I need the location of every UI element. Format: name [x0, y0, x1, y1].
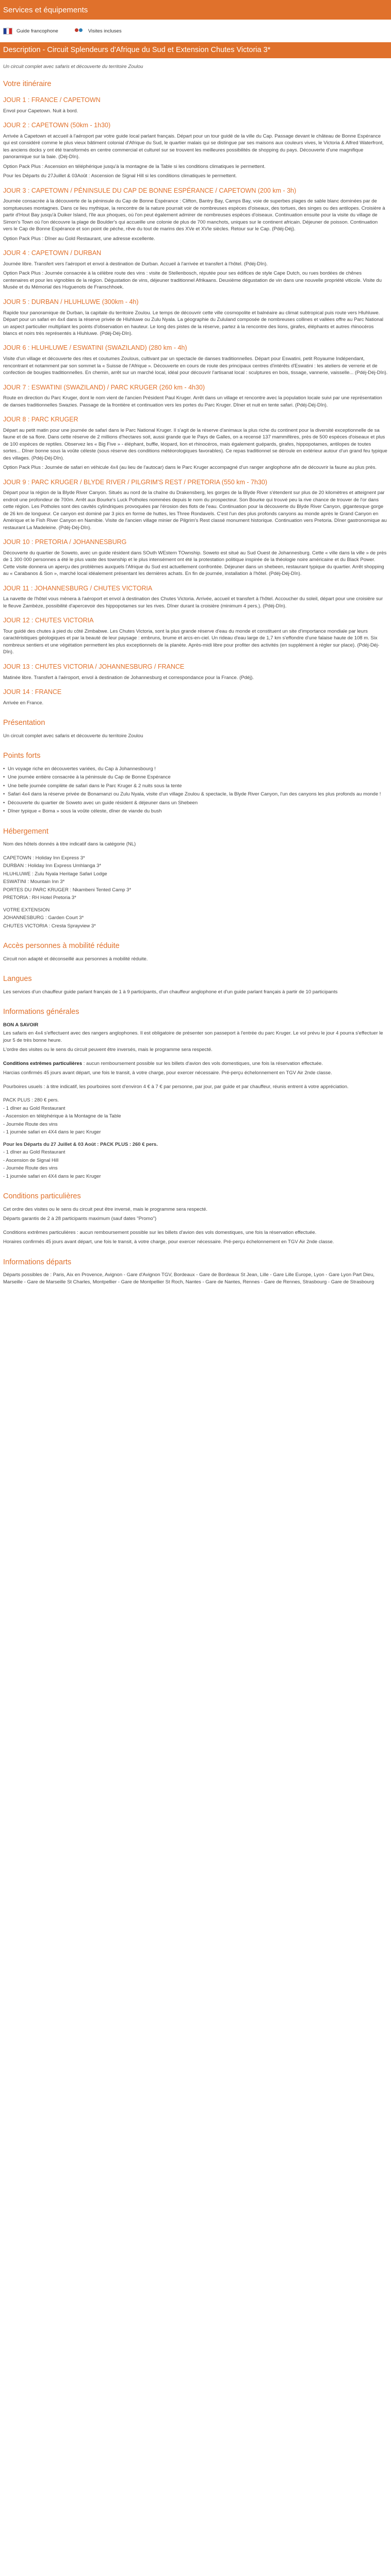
pack-plus-2-list	[3, 1149, 388, 1180]
day-paragraph: La navette de l'hôtel vous mènera à l'aéroport et envol à destination des Chutes Victoria. Arrivée, accueil et transfert à l'hôtel. Accoucher du soleil, départ pour une croisière sur le fleuve Zambèze, possibilité d'apercevoir des hippopotames sur les rives. Dîner durant la croisière (minimum 4 pers.). (Pdéj-Dîn).	[3, 596, 383, 609]
day-paragraph: Option Pack Plus : Journée consacrée à la célèbre route des vins : visite de Stellenbosch, réputée pour ses édifices de style Cape Dutch, ou rues bordées de chênes centenaires et pour les vignobles de la région. Dégustation de vins, déjeuner traditionnel Afrikaans. Deuxième dégustation de vin dans une nouvelle propriété viticole. Visite du Musée et du Mémorial des Huguenots de Franschhoek.	[3, 270, 382, 291]
flag-icon	[3, 28, 12, 35]
day-paragraph: Option Pack Plus : Ascension en téléphérique jusqu'à la montagne de la Table si les conditions climatiques le permettent.	[3, 163, 266, 170]
cond-extremes-text: aucun remboursement possible sur les billets d'avion des vols domestiques, une fois la réservation effectuée.	[86, 1060, 323, 1066]
infos-title: Informations générales	[3, 1008, 79, 1016]
depart-text: Départs possibles de : Paris, Aix en Provence, Avignon - Gare d'Avignon TGV, Bordeaux - Gare de Bordeaux St Jean, Lille - Gare Lille Europe, Lyon - Gare Lyon Part Dieu, Marseille - Gare de Marseille St Charles, Montpellier - Gare de Montpellier St Roch, Nantes - Gare de Nantes, Rennes - Gare de Rennes, Strasbourg - Gare de Strasbourg	[3, 1272, 374, 1285]
day-paragraph: Arrivée en France.	[3, 700, 44, 706]
itinerary-days	[3, 96, 388, 706]
day-title: JOUR 4 : CAPETOWN / DURBAN	[3, 249, 102, 257]
point-fort-item: • Un voyage riche en découvertes variées, du Cap à Johannesbourg !	[3, 766, 388, 772]
mobilite-text: Circuit non adapté et déconseillé aux personnes à mobilité réduite.	[3, 956, 148, 962]
points-forts-title: Points forts	[3, 752, 41, 760]
hotel-item: CAPETOWN : Holiday Inn Express 3*	[3, 855, 85, 861]
description-title: Description - Circuit Splendeurs d'Afrique du Sud et Extension Chutes Victoria 3*	[3, 46, 271, 54]
content	[0, 63, 391, 1293]
visit-icon	[74, 28, 84, 35]
service-guide-label: Guide francophone	[17, 28, 58, 35]
day-title: JOUR 12 : CHUTES VICTORIA	[3, 617, 94, 624]
day-title: JOUR 6 : HLUHLUWE / ESWATINI (SWAZILAND) (280 km - 4h)	[3, 344, 187, 352]
service-visits-label: Visites incluses	[88, 28, 122, 35]
day-paragraph: Pour les Départs du 27Juillet & 03Août : Ascension de Signal Hill si les conditions climatiques le permettent.	[3, 173, 237, 179]
hotel-item: ESWATINI : Mountain Inn 3*	[3, 879, 65, 885]
points-forts-list	[3, 766, 388, 815]
hotel-item: DURBAN : Holiday Inn Express Umhlanga 3*	[3, 863, 102, 869]
day-title: JOUR 1 : FRANCE / CAPETOWN	[3, 96, 101, 104]
day-paragraph: Tour guidé des chutes à pied du côté Zimbabwe. Les Chutes Victoria, sont la plus grande réserve d'eau du monde et constituent un site d'importance mondiale par leurs caractéristiques géologiques et par la beauté de leur paysage : embruns, brume et arcs-en-ciel. Un rideau d'eau large de 1,7 km s'effondre d'une falaise haute de 108 m. Six nombreux sentiers et une végétation permettent les plus exceptionnels de la planète. Après-midi libre pour profiter des activités (en supplément à régler sur place). (Pdéj-Déj-Dîn).	[3, 629, 380, 655]
pack-plus-2-item: - Journée Route des vins	[3, 1165, 58, 1172]
day-title: JOUR 9 : PARC KRUGER / BLYDE RIVER / PILGRIM'S REST / PRETORIA (550 km - 7h30)	[3, 478, 268, 486]
day-paragraph: Départ au petit matin pour une journée de safari dans le Parc National Kruger. Il s'agit de la réserve d'animaux la plus riche du continent pour la diversité exceptionnelle de sa faune et de sa flore. Dans cette réserve de 2 millions d'hectares soit, aussi grande que le Pays de Galles, on a recensé 137 mammifères, près de 500 espèces d'oiseaux et plus de 100 espèces de reptiles. Observez les « Big Five » - éléphant, buffle, léopard, lion et rhinocéros, mais également guépards, girafes, hippopotames, antilopes de toutes sortes... Dîner bonne sous la voûte céleste (sous réserve des conditions météorologiques favorables). Ce repas traditionnel se déroule en extérieur autour d'un grand feu typique des villages. (Pdéj-Déj-Dîn).	[3, 427, 387, 461]
extension-hotels-list	[3, 914, 388, 929]
day-title: JOUR 8 : PARC KRUGER	[3, 416, 78, 423]
pack-plus-item: - 1 dîner au Gold Restaurant	[3, 1105, 66, 1111]
day-paragraph: Option Pack Plus : Journée de safari en véhicule 4x4 (au lieu de l'autocar) dans le Parc Kruger accompagné d'un ranger anglophone afin de découvrir la faune au plus près.	[3, 465, 377, 471]
point-fort-item: • Une belle journée complète de safari dans le Parc Kruger & 2 nuits sous la tente	[3, 783, 388, 789]
cond-particulieres-text-2: Départs garantis de 2 à 28 participants maximum (sauf dates "Promo")	[3, 1216, 157, 1222]
day-paragraph: Matinée libre. Transfert à l'aéroport, envol à destination de Johannesburg et correspondance pour la France. (Pdéj).	[3, 674, 254, 681]
hotel-item: PRETORIA : RH Hotel Pretoria 3*	[3, 895, 76, 901]
presentation-title: Présentation	[3, 719, 45, 727]
pack-plus-2-title: Pour les Départs du 27 Juillet & 03 Août : PACK PLUS : 260 € pers.	[3, 1141, 158, 1147]
itinerary-title: Votre itinéraire	[3, 79, 52, 88]
day-paragraph: Départ pour la région de la Blyde River Canyon. Situés au nord de la chaîne du Drakensberg, les gorges de la Blyde River s'étendent sur plus de 20 kilomètres et atteignent par endroit une profondeur de 700m. Arrêt aux Bourke's Luck Potholes nommées depuis le nom du prospecteur. Son Bourke qui trouvé peu la rive chance de trouver de l'or dans cette région. Les Potholes sont des cavités cylindriques provoquées par l'érosion des flots de l'eau. Continuation pour la découverte du Blyde River Canyon, gigantesque gorge de 26 km de longueur. Ce canyon est dominé par 3 pics en forme de huttes, les Three Rondavels. C'est l'un des plus profonds canyons au monde après le Grand Canyon en Amérique et le Fish River Canyon en Namibie. Visite de l'ancien village minier de Pilgrim's Rest classé monument historique. Continuation vers Pretoria. Dîner gastronomique au restaurant La Madeleine. (Pdéj-Déj-Dîn).	[3, 490, 387, 531]
day-paragraph: Journée consacrée à la découverte de la péninsule du Cap de Bonne Espérance : Clifton, Bantry Bay, Camps Bay, voie de superbes plages de sable blanc dominées par de somptueuses montagnes. Dans ce lieu mythique, la rencontre de la nature pourrait voir de nombreuses espèces d'oiseaux, des tortues, des singes ou des antilopes. Croisière à partir d'Hout Bay jusqu'à Duiker Island, l'île aux phoques, où l'on peut également admirer de nombreuses espèces d'oiseaux. Continuation ensuite pour la visite du village de Simon's Town où l'on découvre la plage de Boulder's qui accueille une colonie de plus de 700 manchots, uniques sur le continent africain. Déjeuner de poisson. Continuation vers le Cap de Bonne Espérance et son point de péche, rêve du tout de marins des XVe et XVIe siècles. Retour sur le Cap. (Pdéj-Déj).	[3, 198, 385, 232]
point-fort-item: • Une journée entière consacrée à la péninsule du Cap de Bonne Espérance	[3, 774, 388, 781]
point-fort-item: • Safari 4x4 dans la réserve privée de Bonamanzi ou Zulu Nyala, visite d'un village Zoulou & spectacle, la Blyde River Canyon, l'un des canyons les plus profonds au monde !	[3, 791, 388, 798]
langues-title: Langues	[3, 975, 32, 984]
day-title: JOUR 2 : CAPETOWN (50km - 1h30)	[3, 122, 111, 129]
cond-particulieres-text-4: Horaires confirmés 45 jours avant départ, une fois le transit, à votre charge, pour exercer nécessaire. Pré-perçu échelonnement en TGV Air 2nde classe.	[3, 1239, 334, 1245]
mobilite-title: Accès personnes à mobilité réduite	[3, 942, 120, 951]
pack-plus-list	[3, 1105, 388, 1136]
day-paragraph: Option Pack Plus : Dîner au Gold Restaurant, une adresse excellente.	[3, 235, 155, 242]
cond-extremes-text-2: Harcias confirmés 45 jours avant départ, une fois le transit, à votre charge, pour exercer nécessaire. Pré-perçu échelonnement en TGV Air 2nde classe.	[3, 1070, 332, 1076]
day-paragraph: Journée libre. Transfert vers l'aéroport et envol à destination de Durban. Accueil à l'arrivée et transfert à l'hôtel. (Pdéj-Dîn).	[3, 261, 268, 267]
hebergement-intro: Nom des hôtels donnés à titre indicatif dans la catégorie (NL)	[3, 841, 136, 848]
presentation-text: Un circuit complet avec safaris et découverte du territoire Zoulou	[3, 733, 143, 739]
day-paragraph: Visite d'un village et découverte des rites et coutumes Zoulous, cultivant par un spectacle de danses traditionnelles. Départ pour Eswatini, petit Royaume Indépendant, rencontrant et notamment par son sommet la « Suisse de l'Afrique ». Découverte en cours de route des principaux centres d'intérêts d'Eswatini : les ateliers de verrerie et de confection de bougies traditionnelles. En chemin, arrêt sur un marché local, idéal pour découvrir l'artisanat local : sculptures en bois, tissage, vannerie, vaisselle... (Pdéj-Déj-Dîn).	[3, 356, 388, 376]
pack-plus-title: PACK PLUS : 280 € pers.	[3, 1097, 59, 1104]
services-row	[0, 20, 391, 42]
pack-plus-item: - 1 journée safari en 4X4 dans le parc Kruger	[3, 1129, 101, 1136]
pack-plus-item: - Journée Route des vins	[3, 1121, 58, 1127]
pack-plus-item: - Ascension en téléphérique à la Montagne de la Table	[3, 1113, 121, 1120]
extension-hotel-item: JOHANNESBURG : Garden Court 3*	[3, 915, 84, 921]
cond-extremes-title: Conditions extrêmes particulières	[3, 1060, 83, 1066]
day-paragraph: Route en direction du Parc Kruger, dont le nom vient de l'ancien Président Paul Kruger. Arrêt dans un village et rencontre avec la population locale suivi par une représentation de danses traditionnelles Swazies. Passage de la frontière et continuation vers les portes du Parc Kruger. Dîner et nuit en tente safari. (Pdéj-Déj-Dîn).	[3, 395, 382, 408]
cond-particulieres-title: Conditions particulières	[3, 1192, 81, 1201]
hotels-list	[3, 855, 388, 902]
day-title: JOUR 5 : DURBAN / HLUHLUWE (300km - 4h)	[3, 298, 139, 306]
pack-plus-2-item: - 1 journée safari en 4X4 dans le parc Kruger	[3, 1173, 101, 1179]
point-fort-item: • Dîner typique « Boma » sous la voûte céleste, dîner de viande du bush	[3, 808, 388, 815]
service-guide	[3, 28, 58, 35]
services-header	[0, 0, 391, 20]
cond-particulieres-text-1: Cet ordre des visites ou le sens du circuit peut être inversé, mais le programme sera respecté.	[3, 1206, 208, 1212]
cond-particulieres-text-3: Conditions extrêmes particulières : aucun remboursement possible sur les billets d'avion des vols domestiques, une fois la réservation effectuée.	[3, 1229, 317, 1235]
day-title: JOUR 13 : CHUTES VICTORIA / JOHANNESBURG / FRANCE	[3, 663, 185, 670]
day-title: JOUR 3 : CAPETOWN / PÉNINSULE DU CAP DE BONNE ESPÉRANCE / CAPETOWN (200 km - 3h)	[3, 187, 297, 194]
extension-title: VOTRE EXTENSION	[3, 907, 50, 913]
day-paragraph: Envol pour Capetown. Nuit à bord.	[3, 108, 78, 114]
day-paragraph: Rapide tour panoramique de Durban, la capitale du territoire Zoulou. Le temps de découvrir cette ville cosmopolite et balnéaire au climat subtropical puis route vers Hluhluwe. Départ pour un safari en 4x4 dans la réserve privée de Hluhluwe ou Zulu Nyala. La géographie du Zululand composée de nombreuses collines et vallées offre au Parc National un aspect particulier multipliant les points d'observation en hauteur. Le long des pistes de la réserve, partez à la rencontre des lions, girafes, éléphants et autres rhinocéros blancs et noirs très représentés à Hluhluwe. (Pdéj-Déj-Dîn).	[3, 310, 384, 336]
pack-plus-2-item: - Ascension de Signal Hill	[3, 1157, 59, 1163]
description-header	[0, 42, 391, 58]
day-paragraph: Arrivée à Capetown et accueil à l'aéroport par votre guide local parlant français. Départ pour un tour guidé de la ville du Cap. Passage devant le château de Bonne Espérance qui est considéré comme le plus vieux bâtiment colonial d'Afrique du Sud, le quartier malais qui se distingue par ses maisons aux couleurs vives, le Victoria & Alfred Waterfront, les anciens docks y ont été transformés en centre commercial et culturel sur se trouvent les meilleures possibilités de shopping du pays. Découverte d'une magnifique panoramique sur la baie. (Déj-Dîn).	[3, 133, 384, 160]
pourboires-text: Pourboires usuels : à titre indicatif, les pourboires sont d'environ 4 € à 7 € par personne, par jour, par guide et par chauffeur, réunis entrent à votre appréciation.	[3, 1083, 349, 1090]
langues-text: Les services d'un chauffeur guide parlant français de 1 à 9 participants, d'un chauffeur anglophone et d'un guide parlant français à partir de 10 participants	[3, 989, 338, 995]
day-paragraph: Découverte du quartier de Soweto, avec un guide résident dans SOuth WEstern TOwnship. Soweto est situé au Sud Ouest de Johannesburg. Cette « ville dans la ville » de près de 1 300 000 personnes a été le plus vaste des township et le plus intensément ont été la protestation politique inspirée de la théologie noire américaine et du Black Power. Cette visite donnera un aperçu des problèmes auxquels l'Afrique du Sud est actuellement confrontée. Déjeuner dans un shebeen, restaurant typique du quartier. Arrêt shopping au « Carabanos & Son », marché local idéalement présentant les dernières achats. En fin de journée, installation à l'hôtel. (Pdéj-Déj-Dîn).	[3, 550, 387, 577]
bon-a-savoir-title: BON A SAVOIR	[3, 1022, 39, 1028]
day-title: JOUR 11 : JOHANNESBURG / CHUTES VICTORIA	[3, 584, 153, 592]
hotel-item: HLUHLUWE : Zulu Nyala Heritage Safari Lodge	[3, 871, 107, 877]
extension-hotel-item: CHUTES VICTORIA : Cresta Sprayview 3*	[3, 923, 96, 929]
day-title: JOUR 7 : ESWATINI (SWAZILAND) / PARC KRUGER (260 km - 4h30)	[3, 383, 205, 391]
services-title: Services et équipements	[3, 6, 88, 14]
depart-title: Informations départs	[3, 1258, 72, 1266]
hotel-item: PORTES DU PARC KRUGER : Nkambeni Tented Camp 3*	[3, 887, 132, 893]
intro-text: Un circuit complet avec safaris et découverte du territoire Zoulou	[3, 64, 143, 70]
pack-plus-2-item: - 1 dîner au Gold Restaurant	[3, 1149, 66, 1156]
hebergement-title: Hébergement	[3, 827, 48, 836]
day-title: JOUR 14 : FRANCE	[3, 688, 62, 696]
bon-a-savoir-text-2: L'ordre des visites ou le sens du circuit peuvent être inversés, mais le programme sera respecté.	[3, 1047, 213, 1053]
bon-a-savoir-text: Les safaris en 4x4 s'effectuent avec des rangers anglophones. Il est obligatoire de présenter son passeport à l'entrée du parc Kruger. Le vol prévu le jour 4 pourra s'effectuer le jour 5 de très bonne heure.	[3, 1030, 383, 1043]
day-title: JOUR 10 : PRETORIA / JOHANNESBURG	[3, 538, 127, 546]
point-fort-item: • Découverte du quartier de Soweto avec un guide résident & déjeuner dans un Shebeen	[3, 800, 388, 806]
service-visits	[74, 28, 122, 35]
cond-extremes: Conditions extrêmes particulières : aucun remboursement possible sur les billets d'avion des vols domestiques, une fois la réservation effectuée.	[3, 1060, 323, 1066]
